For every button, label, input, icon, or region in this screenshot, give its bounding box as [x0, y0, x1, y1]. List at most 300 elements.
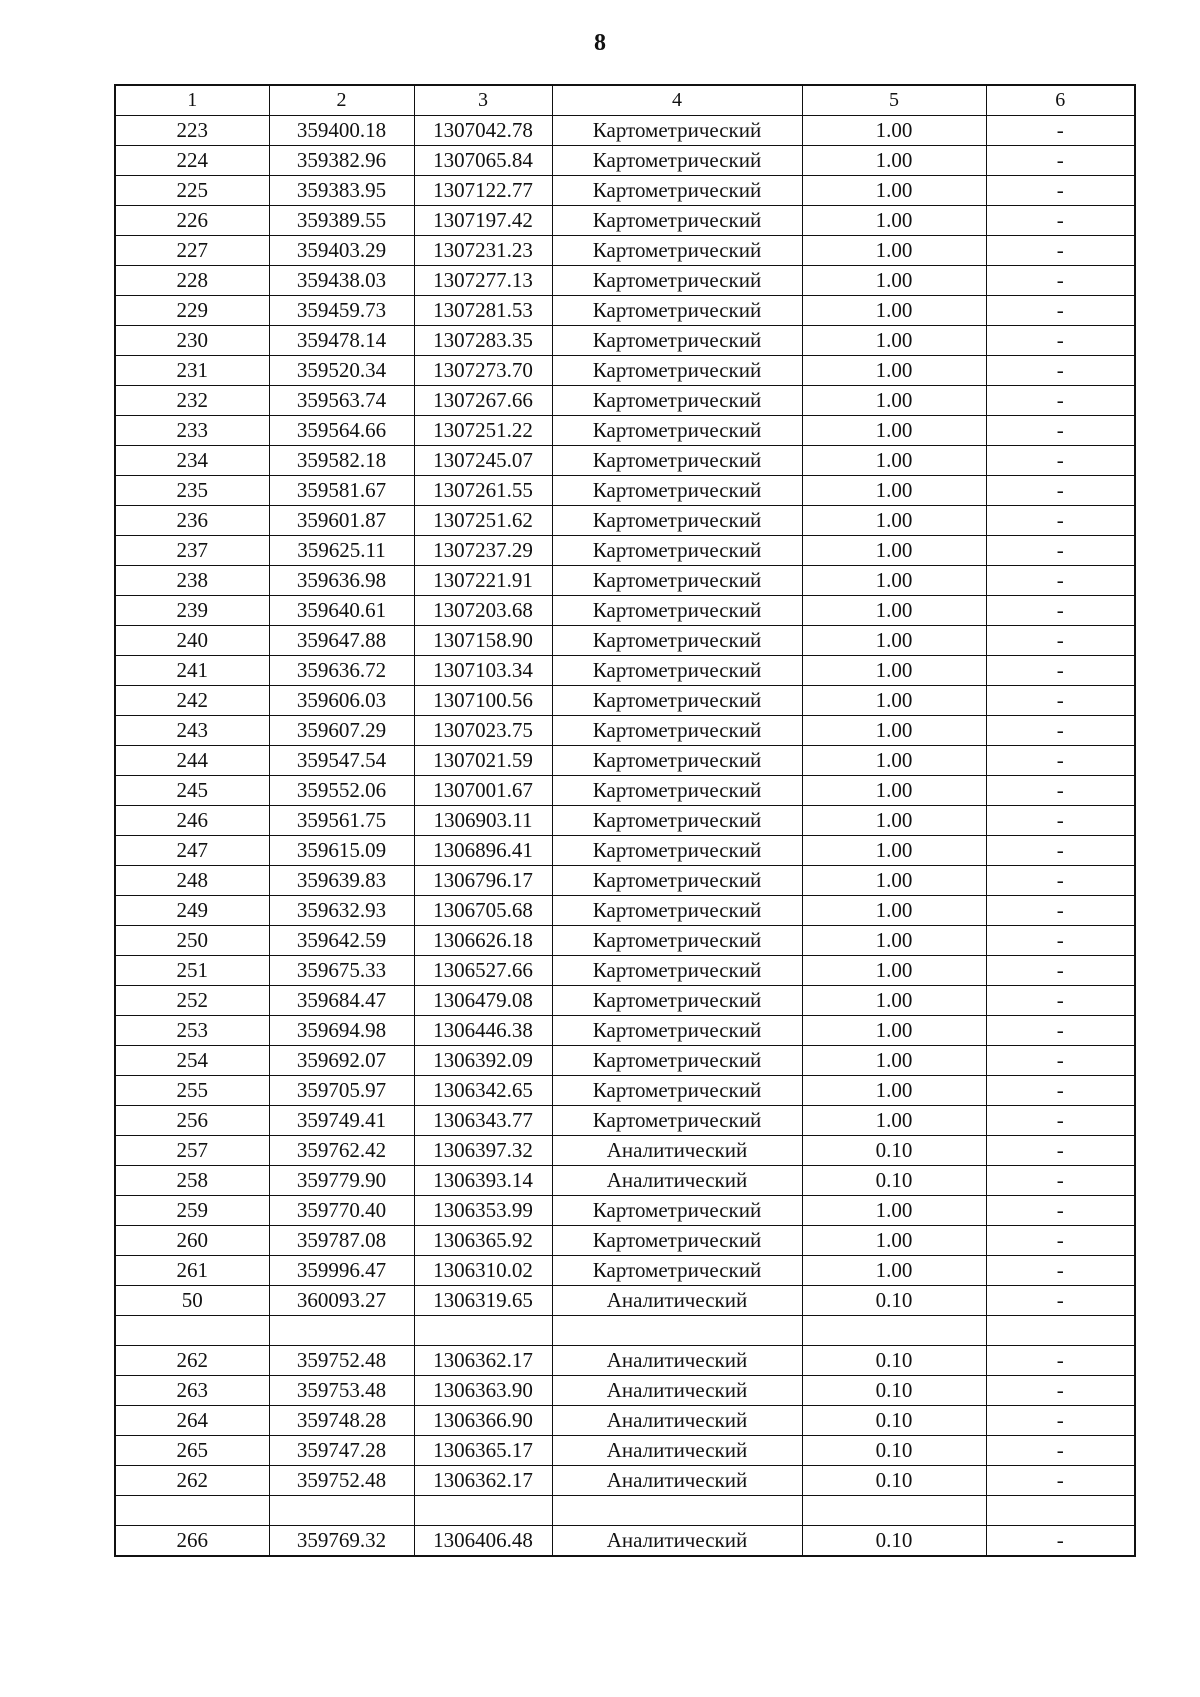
table-header-row: [115, 85, 1135, 116]
y-coordinate-cell: 1306393.14: [414, 1166, 552, 1196]
description-cell: -: [986, 1166, 1135, 1196]
accuracy-cell: 1.00: [802, 896, 986, 926]
table-row: [115, 1256, 1135, 1286]
description-cell: -: [986, 386, 1135, 416]
table-row: [115, 326, 1135, 356]
method-cell: Картометрический: [552, 686, 802, 716]
x-coordinate-cell: 359636.72: [269, 656, 414, 686]
accuracy-cell: 0.10: [802, 1526, 986, 1557]
table-row: [115, 1436, 1135, 1466]
table-row: [115, 116, 1135, 146]
y-coordinate-cell: 1307251.62: [414, 506, 552, 536]
x-coordinate-cell: 359747.28: [269, 1436, 414, 1466]
x-coordinate-cell: 359478.14: [269, 326, 414, 356]
table-row: [115, 866, 1135, 896]
table-row: [115, 536, 1135, 566]
accuracy-cell: 0.10: [802, 1466, 986, 1496]
table-row: [115, 1526, 1135, 1557]
point-number-cell: 230: [115, 326, 269, 356]
method-cell: Картометрический: [552, 836, 802, 866]
description-cell: -: [986, 1106, 1135, 1136]
method-cell: Картометрический: [552, 236, 802, 266]
y-coordinate-cell: 1306392.09: [414, 1046, 552, 1076]
y-coordinate-cell: 1306342.65: [414, 1076, 552, 1106]
method-cell: Картометрический: [552, 296, 802, 326]
point-number-cell: 227: [115, 236, 269, 266]
y-coordinate-cell: 1306446.38: [414, 1016, 552, 1046]
point-number-cell: 261: [115, 1256, 269, 1286]
description-cell: -: [986, 1436, 1135, 1466]
y-coordinate-cell: 1307122.77: [414, 176, 552, 206]
x-coordinate-cell: 359769.32: [269, 1526, 414, 1557]
table-row: [115, 1286, 1135, 1316]
accuracy-cell: [802, 1496, 986, 1526]
x-coordinate-cell: 359692.07: [269, 1046, 414, 1076]
x-coordinate-cell: 359639.83: [269, 866, 414, 896]
accuracy-cell: 1.00: [802, 986, 986, 1016]
method-cell: Картометрический: [552, 806, 802, 836]
accuracy-cell: 1.00: [802, 626, 986, 656]
description-cell: -: [986, 1136, 1135, 1166]
point-number-cell: 258: [115, 1166, 269, 1196]
table-row: [115, 566, 1135, 596]
y-coordinate-cell: 1306365.17: [414, 1436, 552, 1466]
x-coordinate-cell: 359636.98: [269, 566, 414, 596]
point-number-cell: 253: [115, 1016, 269, 1046]
accuracy-cell: 1.00: [802, 716, 986, 746]
y-coordinate-cell: 1307273.70: [414, 356, 552, 386]
description-cell: -: [986, 686, 1135, 716]
accuracy-cell: 1.00: [802, 596, 986, 626]
description-cell: -: [986, 266, 1135, 296]
x-coordinate-cell: 359606.03: [269, 686, 414, 716]
table-row: [115, 206, 1135, 236]
point-number-cell: 226: [115, 206, 269, 236]
accuracy-cell: 1.00: [802, 1196, 986, 1226]
description-cell: -: [986, 1376, 1135, 1406]
point-number-cell: 245: [115, 776, 269, 806]
accuracy-cell: 1.00: [802, 566, 986, 596]
x-coordinate-cell: 359564.66: [269, 416, 414, 446]
table-row: [115, 716, 1135, 746]
table-row: [115, 1226, 1135, 1256]
y-coordinate-cell: 1306362.17: [414, 1346, 552, 1376]
method-cell: Картометрический: [552, 326, 802, 356]
x-coordinate-cell: 359561.75: [269, 806, 414, 836]
point-number-cell: 246: [115, 806, 269, 836]
table-row: [115, 656, 1135, 686]
point-number-cell: 247: [115, 836, 269, 866]
y-coordinate-cell: 1307023.75: [414, 716, 552, 746]
point-number-cell: 233: [115, 416, 269, 446]
method-cell: Картометрический: [552, 386, 802, 416]
x-coordinate-cell: 359752.48: [269, 1466, 414, 1496]
description-cell: -: [986, 356, 1135, 386]
x-coordinate-cell: 359647.88: [269, 626, 414, 656]
method-cell: Картометрический: [552, 626, 802, 656]
description-cell: -: [986, 1046, 1135, 1076]
description-cell: -: [986, 326, 1135, 356]
x-coordinate-cell: 359400.18: [269, 116, 414, 146]
x-coordinate-cell: 359615.09: [269, 836, 414, 866]
y-coordinate-cell: 1307237.29: [414, 536, 552, 566]
accuracy-cell: 1.00: [802, 116, 986, 146]
method-cell: Картометрический: [552, 1226, 802, 1256]
y-coordinate-cell: 1306366.90: [414, 1406, 552, 1436]
y-coordinate-cell: 1306406.48: [414, 1526, 552, 1557]
description-cell: -: [986, 776, 1135, 806]
accuracy-cell: 1.00: [802, 656, 986, 686]
coordinates-table: [114, 84, 1136, 1557]
y-coordinate-cell: 1307281.53: [414, 296, 552, 326]
table-row: [115, 1376, 1135, 1406]
x-coordinate-cell: 359403.29: [269, 236, 414, 266]
y-coordinate-cell: 1306896.41: [414, 836, 552, 866]
accuracy-cell: 1.00: [802, 206, 986, 236]
method-cell: Картометрический: [552, 776, 802, 806]
method-cell: Картометрический: [552, 1076, 802, 1106]
table-row: [115, 836, 1135, 866]
accuracy-cell: 1.00: [802, 746, 986, 776]
y-coordinate-cell: 1307100.56: [414, 686, 552, 716]
point-number-cell: 232: [115, 386, 269, 416]
description-cell: -: [986, 746, 1135, 776]
table-row: [115, 896, 1135, 926]
x-coordinate-cell: 359694.98: [269, 1016, 414, 1046]
description-cell: -: [986, 1526, 1135, 1557]
accuracy-cell: 1.00: [802, 386, 986, 416]
description-cell: -: [986, 176, 1135, 206]
x-coordinate-cell: 359582.18: [269, 446, 414, 476]
y-coordinate-cell: 1306903.11: [414, 806, 552, 836]
column-header: 1: [115, 85, 269, 116]
point-number-cell: 254: [115, 1046, 269, 1076]
description-cell: -: [986, 206, 1135, 236]
y-coordinate-cell: [414, 1316, 552, 1346]
table-row: [115, 236, 1135, 266]
method-cell: Картометрический: [552, 746, 802, 776]
accuracy-cell: 1.00: [802, 926, 986, 956]
method-cell: Аналитический: [552, 1136, 802, 1166]
point-number-cell: 262: [115, 1466, 269, 1496]
method-cell: Картометрический: [552, 536, 802, 566]
y-coordinate-cell: 1307261.55: [414, 476, 552, 506]
description-cell: -: [986, 116, 1135, 146]
method-cell: Аналитический: [552, 1166, 802, 1196]
point-number-cell: 266: [115, 1526, 269, 1557]
x-coordinate-cell: 359705.97: [269, 1076, 414, 1106]
column-header: 4: [552, 85, 802, 116]
description-cell: -: [986, 236, 1135, 266]
method-cell: Картометрический: [552, 596, 802, 626]
x-coordinate-cell: 359382.96: [269, 146, 414, 176]
point-number-cell: 234: [115, 446, 269, 476]
x-coordinate-cell: 359996.47: [269, 1256, 414, 1286]
y-coordinate-cell: 1307277.13: [414, 266, 552, 296]
accuracy-cell: 1.00: [802, 536, 986, 566]
table-row: [115, 1076, 1135, 1106]
table-body: [115, 116, 1135, 1557]
method-cell: Картометрический: [552, 956, 802, 986]
y-coordinate-cell: 1306796.17: [414, 866, 552, 896]
x-coordinate-cell: 359684.47: [269, 986, 414, 1016]
x-coordinate-cell: 359632.93: [269, 896, 414, 926]
method-cell: Картометрический: [552, 656, 802, 686]
accuracy-cell: 1.00: [802, 956, 986, 986]
table-row: [115, 1316, 1135, 1346]
table-row: [115, 1346, 1135, 1376]
description-cell: -: [986, 1076, 1135, 1106]
description-cell: -: [986, 806, 1135, 836]
description-cell: -: [986, 716, 1135, 746]
accuracy-cell: 1.00: [802, 836, 986, 866]
method-cell: Картометрический: [552, 1256, 802, 1286]
description-cell: -: [986, 1286, 1135, 1316]
y-coordinate-cell: 1306362.17: [414, 1466, 552, 1496]
description-cell: -: [986, 446, 1135, 476]
point-number-cell: 223: [115, 116, 269, 146]
point-number-cell: 50: [115, 1286, 269, 1316]
method-cell: Картометрический: [552, 1046, 802, 1076]
table-row: [115, 176, 1135, 206]
description-cell: -: [986, 416, 1135, 446]
method-cell: Картометрический: [552, 1016, 802, 1046]
description-cell: -: [986, 596, 1135, 626]
x-coordinate-cell: 359625.11: [269, 536, 414, 566]
accuracy-cell: 1.00: [802, 1076, 986, 1106]
table-row: [115, 1406, 1135, 1436]
description-cell: -: [986, 626, 1135, 656]
point-number-cell: 237: [115, 536, 269, 566]
y-coordinate-cell: 1307283.35: [414, 326, 552, 356]
point-number-cell: 241: [115, 656, 269, 686]
description-cell: -: [986, 1466, 1135, 1496]
y-coordinate-cell: 1307158.90: [414, 626, 552, 656]
point-number-cell: 243: [115, 716, 269, 746]
point-number-cell: 251: [115, 956, 269, 986]
description-cell: -: [986, 836, 1135, 866]
method-cell: Картометрический: [552, 446, 802, 476]
column-header: 3: [414, 85, 552, 116]
y-coordinate-cell: 1307203.68: [414, 596, 552, 626]
table-row: [115, 1106, 1135, 1136]
accuracy-cell: 1.00: [802, 866, 986, 896]
x-coordinate-cell: 359552.06: [269, 776, 414, 806]
page-number: 8: [594, 30, 606, 56]
x-coordinate-cell: 359787.08: [269, 1226, 414, 1256]
x-coordinate-cell: 359762.42: [269, 1136, 414, 1166]
description-cell: -: [986, 866, 1135, 896]
method-cell: Картометрический: [552, 866, 802, 896]
description-cell: -: [986, 986, 1135, 1016]
point-number-cell: 257: [115, 1136, 269, 1166]
point-number-cell: 240: [115, 626, 269, 656]
point-number-cell: 238: [115, 566, 269, 596]
x-coordinate-cell: 359779.90: [269, 1166, 414, 1196]
description-cell: -: [986, 1016, 1135, 1046]
method-cell: Картометрический: [552, 206, 802, 236]
table-row: [115, 356, 1135, 386]
y-coordinate-cell: 1307231.23: [414, 236, 552, 266]
description-cell: -: [986, 1406, 1135, 1436]
point-number-cell: 224: [115, 146, 269, 176]
description-cell: [986, 1316, 1135, 1346]
y-coordinate-cell: 1307221.91: [414, 566, 552, 596]
method-cell: [552, 1496, 802, 1526]
column-header: 6: [986, 85, 1135, 116]
accuracy-cell: 0.10: [802, 1376, 986, 1406]
y-coordinate-cell: 1307001.67: [414, 776, 552, 806]
method-cell: Картометрический: [552, 176, 802, 206]
x-coordinate-cell: 359640.61: [269, 596, 414, 626]
description-cell: -: [986, 656, 1135, 686]
accuracy-cell: 0.10: [802, 1166, 986, 1196]
accuracy-cell: 0.10: [802, 1406, 986, 1436]
description-cell: -: [986, 956, 1135, 986]
accuracy-cell: [802, 1316, 986, 1346]
description-cell: -: [986, 1256, 1135, 1286]
accuracy-cell: 1.00: [802, 146, 986, 176]
accuracy-cell: 0.10: [802, 1136, 986, 1166]
table-row: [115, 266, 1135, 296]
description-cell: -: [986, 1196, 1135, 1226]
accuracy-cell: 1.00: [802, 476, 986, 506]
description-cell: -: [986, 506, 1135, 536]
table-row: [115, 1496, 1135, 1526]
point-number-cell: 264: [115, 1406, 269, 1436]
x-coordinate-cell: 359607.29: [269, 716, 414, 746]
table-row: [115, 416, 1135, 446]
accuracy-cell: 1.00: [802, 236, 986, 266]
table-row: [115, 446, 1135, 476]
accuracy-cell: 1.00: [802, 266, 986, 296]
accuracy-cell: 1.00: [802, 506, 986, 536]
description-cell: -: [986, 1346, 1135, 1376]
x-coordinate-cell: 359601.87: [269, 506, 414, 536]
table-row: [115, 146, 1135, 176]
accuracy-cell: 1.00: [802, 1226, 986, 1256]
method-cell: Картометрический: [552, 356, 802, 386]
y-coordinate-cell: 1307042.78: [414, 116, 552, 146]
description-cell: -: [986, 536, 1135, 566]
point-number-cell: 260: [115, 1226, 269, 1256]
method-cell: Картометрический: [552, 566, 802, 596]
y-coordinate-cell: 1306363.90: [414, 1376, 552, 1406]
method-cell: Картометрический: [552, 116, 802, 146]
x-coordinate-cell: [269, 1316, 414, 1346]
point-number-cell: 259: [115, 1196, 269, 1226]
method-cell: Аналитический: [552, 1406, 802, 1436]
method-cell: Картометрический: [552, 1106, 802, 1136]
y-coordinate-cell: 1306397.32: [414, 1136, 552, 1166]
point-number-cell: 242: [115, 686, 269, 716]
point-number-cell: 255: [115, 1076, 269, 1106]
method-cell: Аналитический: [552, 1466, 802, 1496]
method-cell: Картометрический: [552, 146, 802, 176]
y-coordinate-cell: 1306705.68: [414, 896, 552, 926]
point-number-cell: 228: [115, 266, 269, 296]
method-cell: Картометрический: [552, 1196, 802, 1226]
point-number-cell: 239: [115, 596, 269, 626]
x-coordinate-cell: 359383.95: [269, 176, 414, 206]
x-coordinate-cell: 359752.48: [269, 1346, 414, 1376]
table-row: [115, 1046, 1135, 1076]
x-coordinate-cell: [269, 1496, 414, 1526]
table-row: [115, 476, 1135, 506]
x-coordinate-cell: 359520.34: [269, 356, 414, 386]
method-cell: Картометрический: [552, 506, 802, 536]
accuracy-cell: 1.00: [802, 1016, 986, 1046]
y-coordinate-cell: [414, 1496, 552, 1526]
point-number-cell: [115, 1316, 269, 1346]
accuracy-cell: 1.00: [802, 416, 986, 446]
y-coordinate-cell: 1306626.18: [414, 926, 552, 956]
y-coordinate-cell: 1306353.99: [414, 1196, 552, 1226]
description-cell: -: [986, 926, 1135, 956]
y-coordinate-cell: 1306365.92: [414, 1226, 552, 1256]
y-coordinate-cell: 1306527.66: [414, 956, 552, 986]
table-row: [115, 1136, 1135, 1166]
point-number-cell: 225: [115, 176, 269, 206]
description-cell: -: [986, 476, 1135, 506]
accuracy-cell: 1.00: [802, 806, 986, 836]
accuracy-cell: 0.10: [802, 1286, 986, 1316]
table-row: [115, 746, 1135, 776]
point-number-cell: 265: [115, 1436, 269, 1466]
y-coordinate-cell: 1307251.22: [414, 416, 552, 446]
point-number-cell: 231: [115, 356, 269, 386]
description-cell: [986, 1496, 1135, 1526]
point-number-cell: 248: [115, 866, 269, 896]
table-row: [115, 506, 1135, 536]
accuracy-cell: 1.00: [802, 176, 986, 206]
table-row: [115, 776, 1135, 806]
table-row: [115, 686, 1135, 716]
table-row: [115, 1466, 1135, 1496]
description-cell: -: [986, 146, 1135, 176]
x-coordinate-cell: 359642.59: [269, 926, 414, 956]
accuracy-cell: 1.00: [802, 356, 986, 386]
table-row: [115, 986, 1135, 1016]
y-coordinate-cell: 1307197.42: [414, 206, 552, 236]
y-coordinate-cell: 1307021.59: [414, 746, 552, 776]
x-coordinate-cell: 359748.28: [269, 1406, 414, 1436]
method-cell: Аналитический: [552, 1436, 802, 1466]
point-number-cell: 256: [115, 1106, 269, 1136]
accuracy-cell: 1.00: [802, 1046, 986, 1076]
accuracy-cell: 1.00: [802, 296, 986, 326]
y-coordinate-cell: 1307245.07: [414, 446, 552, 476]
x-coordinate-cell: 359563.74: [269, 386, 414, 416]
table-row: [115, 1196, 1135, 1226]
method-cell: Картометрический: [552, 266, 802, 296]
y-coordinate-cell: 1307065.84: [414, 146, 552, 176]
method-cell: Картометрический: [552, 986, 802, 1016]
accuracy-cell: 1.00: [802, 686, 986, 716]
column-header: 2: [269, 85, 414, 116]
y-coordinate-cell: 1306479.08: [414, 986, 552, 1016]
table-row: [115, 806, 1135, 836]
method-cell: Аналитический: [552, 1286, 802, 1316]
x-coordinate-cell: 359749.41: [269, 1106, 414, 1136]
table-row: [115, 386, 1135, 416]
table-row: [115, 626, 1135, 656]
method-cell: Картометрический: [552, 926, 802, 956]
method-cell: Аналитический: [552, 1346, 802, 1376]
description-cell: -: [986, 1226, 1135, 1256]
accuracy-cell: 1.00: [802, 446, 986, 476]
method-cell: Картометрический: [552, 896, 802, 926]
